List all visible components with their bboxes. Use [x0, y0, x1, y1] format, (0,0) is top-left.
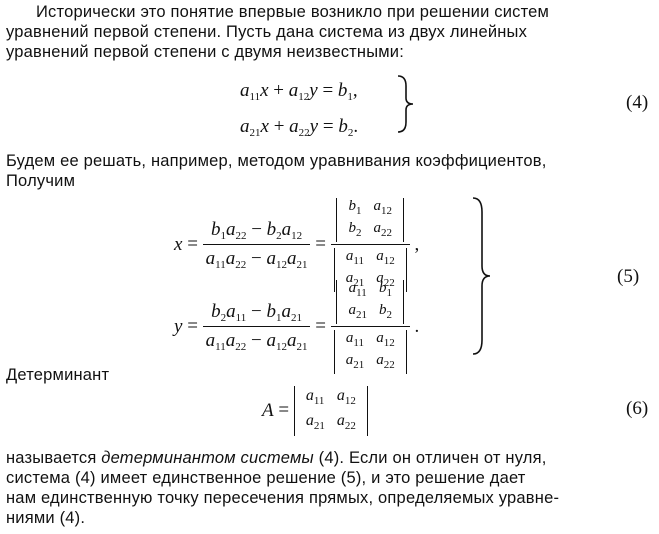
fraction-y: $\frac{b_2a_{11} - b_1a_{21}}{a_{11}a_{22} - a_{12}a_{21}}$: [203, 301, 311, 353]
equation-4-row-1: $a_{11}x + a_{12}y = b_1$,: [240, 80, 358, 103]
determinant-fraction-y: $a_{11}$ $b_1$ $a_{21}$ $b_2$ $a_{11}$ $a_{12}$ $a_{21}$ $a_{22}$: [331, 280, 410, 374]
equation-number-5: (5): [617, 266, 640, 287]
equation-5-y: y = $\frac{b_2a_{11} - b_1a_{21}}{a_{11}a_{22} - a_{12}a_{21}}$ = $a_{11}$ $b_1$ $a_{21}$ $b_2$ $a_{11}$ $a_{12}$ $a_{21}$ $a_{22}$ .: [174, 280, 419, 374]
equation-5-x: x = $\frac{b_1a_{22} - b_2a_{12}}{a_{11}a_{22} - a_{12}a_{21}}$ = $b_1$ $a_{12}$ $b_2$ $a_{22}$ $a_{11}$ $a_{12}$ $a_{21}$ $a_{22}$ ,: [174, 198, 419, 292]
closing-line-4: ниями (4).: [6, 509, 86, 527]
equation-number-4: (4): [626, 92, 649, 113]
intro-line-1: Исторически это понятие впервые возникло при решении систем: [36, 3, 550, 21]
middle-line-2: Получим: [6, 172, 76, 190]
equation-system-4: [240, 76, 358, 148]
intro-line-3: уравнений первой степени с двумя неизвестными:: [6, 43, 405, 61]
fraction-x: $\frac{b_1a_{22} - b_2a_{12}}{a_{11}a_{22} - a_{12}a_{21}}$: [203, 219, 311, 271]
middle-paragraph: [6, 151, 652, 191]
closing-line-1: [6, 448, 652, 468]
closing-line-2: система (4) имеет единственное решение (5), и это решение дает: [6, 469, 526, 487]
equation-4-row-2: $a_{21}x + a_{22}y = b_2$.: [240, 116, 359, 139]
intro-paragraph: [6, 2, 652, 62]
right-brace-4: [395, 74, 417, 134]
closing-line-3: нам единственную точку пересечения прямых, определяемых уравне-: [6, 489, 560, 507]
term-determinant-of-system: детерминантом системы: [101, 449, 314, 467]
closing-line-1-end: (4). Если он отличен от нуля,: [318, 449, 547, 467]
determinant-heading-line: [6, 365, 652, 385]
middle-line-1: Будем ее решать, например, методом уравнивания коэффициентов,: [6, 152, 547, 170]
closing-line-1-start: называется: [6, 449, 97, 467]
determinant-fraction-x: $b_1$ $a_{12}$ $b_2$ $a_{22}$ $a_{11}$ $a_{12}$ $a_{21}$ $a_{22}$: [331, 198, 410, 292]
closing-paragraph: [6, 448, 652, 528]
determinant-heading: Детерминант: [6, 366, 110, 384]
equation-6: A = $a_{11}$ $a_{12}$ $a_{21}$ $a_{22}$: [262, 386, 368, 436]
right-brace-5: [470, 196, 494, 358]
equation-number-6: (6): [626, 398, 649, 419]
intro-line-2: уравнений первой степени. Пусть дана система из двух линейных: [6, 23, 528, 41]
